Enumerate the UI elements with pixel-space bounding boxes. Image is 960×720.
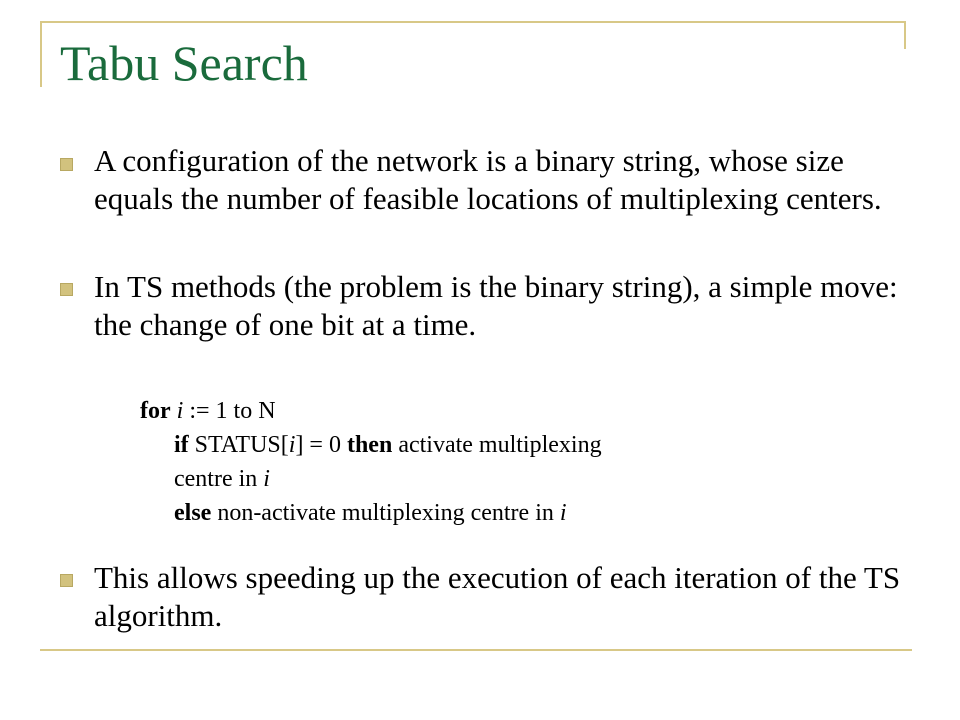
algorithm-text: activate multiplexing bbox=[392, 432, 602, 458]
bullet-item bbox=[60, 268, 900, 348]
variable: i bbox=[176, 398, 184, 424]
bottom-decorative-rule bbox=[40, 649, 912, 651]
square-bullet-icon bbox=[60, 158, 73, 171]
variable: i bbox=[263, 466, 270, 492]
bullet-item bbox=[60, 559, 900, 639]
square-bullet-icon bbox=[60, 283, 73, 296]
algorithm-block bbox=[140, 394, 602, 530]
right-decorative-rule bbox=[904, 21, 906, 49]
algorithm-line bbox=[140, 428, 602, 462]
slide-title: Tabu Search bbox=[60, 35, 308, 91]
algorithm-line bbox=[140, 496, 602, 530]
algorithm-text: := 1 to N bbox=[183, 398, 276, 424]
left-decorative-rule bbox=[40, 21, 42, 87]
algorithm-text: non-activate multiplexing centre in bbox=[211, 500, 560, 526]
top-decorative-rule bbox=[40, 21, 906, 23]
bullet-item bbox=[60, 142, 900, 262]
keyword: for bbox=[140, 398, 171, 424]
variable: i bbox=[559, 500, 567, 526]
bullet-text: This allows speeding up the execution of each iteration of the TS algorithm. bbox=[94, 560, 901, 633]
keyword: else bbox=[174, 500, 212, 526]
algorithm-line bbox=[140, 462, 602, 496]
bullet-text: In TS methods (the problem is the binary string), a simple move: the change of one bit at a time. bbox=[94, 269, 898, 342]
algorithm-text: ] = 0 bbox=[295, 432, 347, 458]
algorithm-text: STATUS[ bbox=[188, 432, 289, 458]
algorithm-text: centre in bbox=[174, 466, 264, 492]
algorithm-line bbox=[140, 394, 602, 428]
keyword: if bbox=[174, 432, 189, 458]
variable: i bbox=[288, 432, 296, 458]
keyword: then bbox=[346, 432, 393, 458]
square-bullet-icon bbox=[60, 574, 73, 587]
bullet-text: A configuration of the network is a binary string, whose size equals the number of feasible locations of multiplexing centers. bbox=[94, 143, 882, 216]
